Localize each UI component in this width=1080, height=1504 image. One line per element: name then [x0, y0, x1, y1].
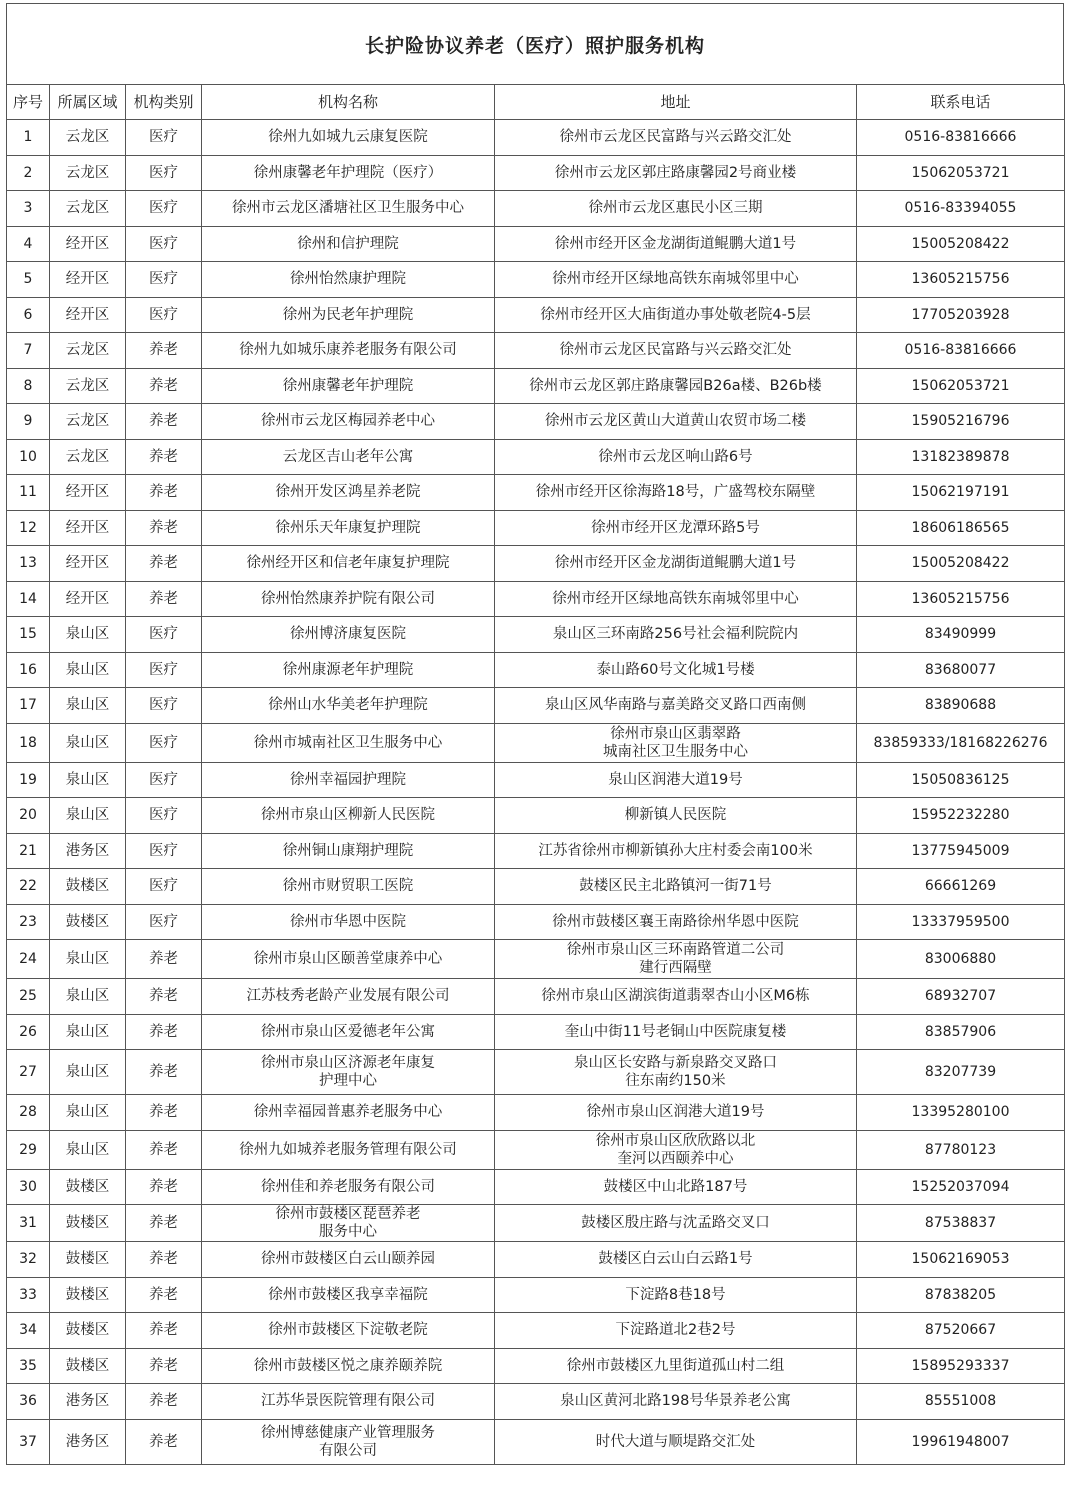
cell-district: 经开区: [50, 226, 126, 262]
cell-district: 经开区: [50, 262, 126, 298]
cell-category: 医疗: [126, 297, 202, 333]
cell-category: 养老: [126, 581, 202, 617]
cell-institution-name: 徐州佳和养老服务有限公司: [202, 1169, 495, 1205]
cell-institution-name: 徐州康馨老年护理院（医疗）: [202, 155, 495, 191]
cell-phone: 15062169053: [857, 1242, 1065, 1278]
cell-category: 养老: [126, 510, 202, 546]
table-row: [7, 1050, 1065, 1095]
cell-institution-name: 江苏华景医院管理有限公司: [202, 1384, 495, 1420]
cell-address: 徐州市云龙区响山路6号: [495, 439, 857, 475]
cell-category: 医疗: [126, 869, 202, 905]
cell-category: 养老: [126, 979, 202, 1015]
cell-institution-name: 徐州怡然康护理院: [202, 262, 495, 298]
table-row: [7, 833, 1065, 869]
cell-category: 养老: [126, 940, 202, 979]
table-header-row: [7, 85, 1065, 120]
cell-address: 泉山区风华南路与嘉美路交叉路口西南侧: [495, 688, 857, 724]
cell-address: 柳新镇人民医院: [495, 798, 857, 834]
cell-district: 港务区: [50, 1384, 126, 1420]
table-row: [7, 510, 1065, 546]
cell-index: 15: [7, 617, 50, 653]
cell-category: 医疗: [126, 617, 202, 653]
cell-category: 医疗: [126, 833, 202, 869]
cell-address: 时代大道与顺堤路交汇处: [495, 1419, 857, 1464]
cell-category: 养老: [126, 1384, 202, 1420]
cell-phone: 83207739: [857, 1050, 1065, 1095]
cell-index: 3: [7, 191, 50, 227]
cell-category: 养老: [126, 368, 202, 404]
cell-district: 鼓楼区: [50, 869, 126, 905]
cell-index: 34: [7, 1313, 50, 1349]
cell-institution-name: 徐州开发区鸿星养老院: [202, 475, 495, 511]
cell-index: 16: [7, 652, 50, 688]
header-address: 地址: [495, 85, 857, 120]
cell-index: 25: [7, 979, 50, 1015]
cell-index: 18: [7, 723, 50, 762]
cell-phone: 19961948007: [857, 1419, 1065, 1464]
cell-district: 经开区: [50, 581, 126, 617]
document-title: 长护险协议养老（医疗）照护服务机构: [6, 3, 1064, 84]
table-row: [7, 688, 1065, 724]
cell-district: 云龙区: [50, 439, 126, 475]
cell-address: 徐州市鼓楼区九里街道孤山村二组: [495, 1348, 857, 1384]
cell-category: 养老: [126, 1277, 202, 1313]
cell-category: 养老: [126, 1130, 202, 1169]
cell-index: 14: [7, 581, 50, 617]
cell-district: 鼓楼区: [50, 1169, 126, 1205]
cell-district: 云龙区: [50, 155, 126, 191]
cell-address: 奎山中街11号老铜山中医院康复楼: [495, 1014, 857, 1050]
cell-institution-name: 徐州市泉山区颐善堂康养中心: [202, 940, 495, 979]
cell-district: 泉山区: [50, 652, 126, 688]
header-district: 所属区域: [50, 85, 126, 120]
cell-index: 1: [7, 120, 50, 156]
cell-address: 徐州市经开区徐海路18号，广盛驾校东隔壁: [495, 475, 857, 511]
cell-phone: 15252037094: [857, 1169, 1065, 1205]
cell-address: 徐州市云龙区民富路与兴云路交汇处: [495, 120, 857, 156]
cell-address: 徐州市经开区金龙湖街道鲲鹏大道1号: [495, 546, 857, 582]
cell-address: 徐州市泉山区润港大道19号: [495, 1095, 857, 1131]
table-row: [7, 581, 1065, 617]
table-row: [7, 297, 1065, 333]
cell-index: 28: [7, 1095, 50, 1131]
cell-index: 21: [7, 833, 50, 869]
cell-phone: 0516-83816666: [857, 333, 1065, 369]
cell-address: 鼓楼区白云山白云路1号: [495, 1242, 857, 1278]
cell-district: 港务区: [50, 833, 126, 869]
cell-district: 泉山区: [50, 1014, 126, 1050]
cell-phone: 83680077: [857, 652, 1065, 688]
cell-district: 鼓楼区: [50, 1242, 126, 1278]
cell-index: 4: [7, 226, 50, 262]
cell-category: 养老: [126, 1095, 202, 1131]
cell-category: 养老: [126, 1242, 202, 1278]
cell-institution-name: 徐州市云龙区梅园养老中心: [202, 404, 495, 440]
cell-index: 8: [7, 368, 50, 404]
cell-institution-name: 徐州康源老年护理院: [202, 652, 495, 688]
cell-address: 徐州市云龙区郭庄路康馨园2号商业楼: [495, 155, 857, 191]
cell-institution-name: 徐州市泉山区爱德老年公寓: [202, 1014, 495, 1050]
cell-institution-name: 徐州九如城乐康养老服务有限公司: [202, 333, 495, 369]
cell-category: 医疗: [126, 904, 202, 940]
cell-address: 徐州市泉山区翡翠路 城南社区卫生服务中心: [495, 723, 857, 762]
cell-institution-name: 徐州和信护理院: [202, 226, 495, 262]
table-row: [7, 1130, 1065, 1169]
cell-phone: 83859333/18168226276: [857, 723, 1065, 762]
cell-phone: 85551008: [857, 1384, 1065, 1420]
cell-institution-name: 徐州乐天年康复护理院: [202, 510, 495, 546]
cell-address: 徐州市泉山区三环南路管道二公司 建行西隔壁: [495, 940, 857, 979]
table-row: [7, 904, 1065, 940]
cell-institution-name: 徐州市鼓楼区下淀敬老院: [202, 1313, 495, 1349]
cell-address: 徐州市鼓楼区襄王南路徐州华恩中医院: [495, 904, 857, 940]
cell-index: 5: [7, 262, 50, 298]
table-row: [7, 546, 1065, 582]
institution-table: [6, 84, 1065, 1465]
cell-phone: 87538837: [857, 1205, 1065, 1242]
table-row: [7, 1313, 1065, 1349]
table-row: [7, 762, 1065, 798]
cell-category: 医疗: [126, 798, 202, 834]
cell-district: 鼓楼区: [50, 1205, 126, 1242]
cell-institution-name: 徐州市华恩中医院: [202, 904, 495, 940]
cell-district: 云龙区: [50, 404, 126, 440]
table-row: [7, 869, 1065, 905]
cell-institution-name: 徐州市鼓楼区白云山颐养园: [202, 1242, 495, 1278]
cell-phone: 68932707: [857, 979, 1065, 1015]
table-row: [7, 617, 1065, 653]
table-row: [7, 368, 1065, 404]
cell-category: 养老: [126, 1205, 202, 1242]
table-row: [7, 1242, 1065, 1278]
cell-district: 泉山区: [50, 940, 126, 979]
table-row: [7, 439, 1065, 475]
cell-district: 港务区: [50, 1419, 126, 1464]
cell-district: 经开区: [50, 475, 126, 511]
cell-phone: 83006880: [857, 940, 1065, 979]
cell-index: 37: [7, 1419, 50, 1464]
cell-index: 9: [7, 404, 50, 440]
table-row: [7, 979, 1065, 1015]
cell-address: 泉山区黄河北路198号华景养老公寓: [495, 1384, 857, 1420]
cell-institution-name: 徐州幸福园护理院: [202, 762, 495, 798]
document-sheet: [6, 3, 1064, 1465]
cell-address: 泰山路60号文化城1号楼: [495, 652, 857, 688]
cell-phone: 83890688: [857, 688, 1065, 724]
cell-index: 22: [7, 869, 50, 905]
cell-phone: 15005208422: [857, 226, 1065, 262]
cell-address: 泉山区润港大道19号: [495, 762, 857, 798]
table-row: [7, 1384, 1065, 1420]
table-row: [7, 1419, 1065, 1464]
cell-index: 24: [7, 940, 50, 979]
cell-category: 养老: [126, 1050, 202, 1095]
table-row: [7, 1205, 1065, 1242]
cell-index: 10: [7, 439, 50, 475]
cell-institution-name: 徐州九如城九云康复医院: [202, 120, 495, 156]
cell-category: 养老: [126, 475, 202, 511]
cell-category: 医疗: [126, 762, 202, 798]
table-row: [7, 262, 1065, 298]
cell-institution-name: 徐州市财贸职工医院: [202, 869, 495, 905]
table-row: [7, 333, 1065, 369]
table-row: [7, 155, 1065, 191]
cell-address: 徐州市云龙区黄山大道黄山农贸市场二楼: [495, 404, 857, 440]
cell-phone: 13337959500: [857, 904, 1065, 940]
cell-district: 鼓楼区: [50, 1348, 126, 1384]
cell-index: 26: [7, 1014, 50, 1050]
cell-phone: 83857906: [857, 1014, 1065, 1050]
cell-address: 鼓楼区中山北路187号: [495, 1169, 857, 1205]
cell-address: 徐州市云龙区郭庄路康馨园B26a楼、B26b楼: [495, 368, 857, 404]
table-row: [7, 1169, 1065, 1205]
cell-address: 鼓楼区殷庄路与沈孟路交叉口: [495, 1205, 857, 1242]
cell-district: 云龙区: [50, 368, 126, 404]
cell-index: 23: [7, 904, 50, 940]
cell-district: 泉山区: [50, 762, 126, 798]
cell-institution-name: 徐州市鼓楼区我享幸福院: [202, 1277, 495, 1313]
cell-index: 20: [7, 798, 50, 834]
cell-address: 江苏省徐州市柳新镇孙大庄村委会南100米: [495, 833, 857, 869]
table-row: [7, 475, 1065, 511]
table-row: [7, 1348, 1065, 1384]
cell-institution-name: 徐州幸福园普惠养老服务中心: [202, 1095, 495, 1131]
cell-phone: 15895293337: [857, 1348, 1065, 1384]
cell-category: 医疗: [126, 120, 202, 156]
cell-district: 云龙区: [50, 333, 126, 369]
cell-index: 6: [7, 297, 50, 333]
cell-district: 鼓楼区: [50, 1277, 126, 1313]
table-row: [7, 1014, 1065, 1050]
cell-address: 徐州市经开区大庙街道办事处敬老院4-5层: [495, 297, 857, 333]
cell-category: 养老: [126, 546, 202, 582]
cell-district: 泉山区: [50, 723, 126, 762]
cell-institution-name: 徐州康馨老年护理院: [202, 368, 495, 404]
cell-category: 医疗: [126, 262, 202, 298]
cell-address: 下淀路道北2巷2号: [495, 1313, 857, 1349]
cell-category: 养老: [126, 1419, 202, 1464]
header-category: 机构类别: [126, 85, 202, 120]
cell-index: 12: [7, 510, 50, 546]
cell-phone: 13182389878: [857, 439, 1065, 475]
cell-institution-name: 徐州经开区和信老年康复护理院: [202, 546, 495, 582]
cell-phone: 15952232280: [857, 798, 1065, 834]
cell-phone: 66661269: [857, 869, 1065, 905]
cell-phone: 15062053721: [857, 155, 1065, 191]
cell-index: 32: [7, 1242, 50, 1278]
cell-district: 鼓楼区: [50, 904, 126, 940]
table-row: [7, 191, 1065, 227]
cell-district: 泉山区: [50, 1130, 126, 1169]
cell-institution-name: 云龙区吉山老年公寓: [202, 439, 495, 475]
cell-category: 医疗: [126, 226, 202, 262]
cell-address: 徐州市经开区金龙湖街道鲲鹏大道1号: [495, 226, 857, 262]
cell-phone: 13605215756: [857, 581, 1065, 617]
cell-district: 经开区: [50, 297, 126, 333]
cell-index: 31: [7, 1205, 50, 1242]
cell-district: 经开区: [50, 546, 126, 582]
cell-index: 17: [7, 688, 50, 724]
cell-category: 医疗: [126, 688, 202, 724]
cell-index: 33: [7, 1277, 50, 1313]
table-row: [7, 226, 1065, 262]
cell-category: 医疗: [126, 723, 202, 762]
header-institution-name: 机构名称: [202, 85, 495, 120]
cell-institution-name: 徐州市泉山区济源老年康复 护理中心: [202, 1050, 495, 1095]
cell-district: 鼓楼区: [50, 1313, 126, 1349]
cell-category: 养老: [126, 439, 202, 475]
cell-index: 35: [7, 1348, 50, 1384]
cell-institution-name: 徐州博济康复医院: [202, 617, 495, 653]
cell-phone: 15005208422: [857, 546, 1065, 582]
cell-index: 27: [7, 1050, 50, 1095]
cell-district: 云龙区: [50, 120, 126, 156]
table-row: [7, 120, 1065, 156]
cell-institution-name: 徐州市泉山区柳新人民医院: [202, 798, 495, 834]
cell-phone: 15062197191: [857, 475, 1065, 511]
cell-address: 徐州市云龙区民富路与兴云路交汇处: [495, 333, 857, 369]
cell-phone: 18606186565: [857, 510, 1065, 546]
cell-phone: 13775945009: [857, 833, 1065, 869]
table-row: [7, 1277, 1065, 1313]
cell-phone: 13605215756: [857, 262, 1065, 298]
cell-district: 泉山区: [50, 1095, 126, 1131]
cell-institution-name: 徐州怡然康养护院有限公司: [202, 581, 495, 617]
cell-category: 医疗: [126, 652, 202, 688]
cell-phone: 17705203928: [857, 297, 1065, 333]
cell-phone: 83490999: [857, 617, 1065, 653]
cell-address: 徐州市云龙区惠民小区三期: [495, 191, 857, 227]
cell-category: 养老: [126, 1169, 202, 1205]
cell-index: 2: [7, 155, 50, 191]
cell-address: 徐州市泉山区湖滨街道翡翠杏山小区M6栋: [495, 979, 857, 1015]
cell-institution-name: 徐州铜山康翔护理院: [202, 833, 495, 869]
cell-phone: 13395280100: [857, 1095, 1065, 1131]
cell-district: 泉山区: [50, 688, 126, 724]
cell-institution-name: 徐州市鼓楼区悦之康养颐养院: [202, 1348, 495, 1384]
cell-index: 30: [7, 1169, 50, 1205]
cell-institution-name: 江苏枝秀老龄产业发展有限公司: [202, 979, 495, 1015]
cell-category: 养老: [126, 333, 202, 369]
cell-phone: 15050836125: [857, 762, 1065, 798]
cell-address: 泉山区长安路与新泉路交叉路口 往东南约150米: [495, 1050, 857, 1095]
cell-index: 36: [7, 1384, 50, 1420]
cell-institution-name: 徐州市城南社区卫生服务中心: [202, 723, 495, 762]
cell-district: 经开区: [50, 510, 126, 546]
cell-address: 徐州市泉山区欣欣路以北 奎河以西颐养中心: [495, 1130, 857, 1169]
cell-phone: 87780123: [857, 1130, 1065, 1169]
table-row: [7, 940, 1065, 979]
cell-phone: 0516-83394055: [857, 191, 1065, 227]
cell-institution-name: 徐州为民老年护理院: [202, 297, 495, 333]
table-row: [7, 1095, 1065, 1131]
cell-index: 7: [7, 333, 50, 369]
table-row: [7, 798, 1065, 834]
header-phone: 联系电话: [857, 85, 1065, 120]
cell-index: 11: [7, 475, 50, 511]
cell-phone: 0516-83816666: [857, 120, 1065, 156]
header-index: 序号: [7, 85, 50, 120]
cell-phone: 87520667: [857, 1313, 1065, 1349]
cell-phone: 87838205: [857, 1277, 1065, 1313]
cell-district: 泉山区: [50, 979, 126, 1015]
cell-district: 泉山区: [50, 617, 126, 653]
cell-institution-name: 徐州九如城养老服务管理有限公司: [202, 1130, 495, 1169]
cell-index: 19: [7, 762, 50, 798]
cell-address: 鼓楼区民主北路镇河一街71号: [495, 869, 857, 905]
cell-address: 徐州市经开区绿地高铁东南城邻里中心: [495, 581, 857, 617]
cell-phone: 15905216796: [857, 404, 1065, 440]
cell-category: 养老: [126, 1348, 202, 1384]
cell-address: 泉山区三环南路256号社会福利院院内: [495, 617, 857, 653]
cell-index: 13: [7, 546, 50, 582]
cell-category: 养老: [126, 1313, 202, 1349]
cell-district: 云龙区: [50, 191, 126, 227]
cell-index: 29: [7, 1130, 50, 1169]
cell-district: 泉山区: [50, 798, 126, 834]
cell-category: 医疗: [126, 155, 202, 191]
cell-category: 养老: [126, 404, 202, 440]
table-row: [7, 652, 1065, 688]
table-row: [7, 404, 1065, 440]
cell-institution-name: 徐州博慈健康产业管理服务 有限公司: [202, 1419, 495, 1464]
cell-address: 徐州市经开区龙潭环路5号: [495, 510, 857, 546]
cell-district: 泉山区: [50, 1050, 126, 1095]
cell-category: 养老: [126, 1014, 202, 1050]
cell-institution-name: 徐州市鼓楼区琵琶养老 服务中心: [202, 1205, 495, 1242]
table-row: [7, 723, 1065, 762]
cell-category: 医疗: [126, 191, 202, 227]
cell-address: 徐州市经开区绿地高铁东南城邻里中心: [495, 262, 857, 298]
cell-institution-name: 徐州山水华美老年护理院: [202, 688, 495, 724]
cell-institution-name: 徐州市云龙区潘塘社区卫生服务中心: [202, 191, 495, 227]
cell-phone: 15062053721: [857, 368, 1065, 404]
cell-address: 下淀路8巷18号: [495, 1277, 857, 1313]
